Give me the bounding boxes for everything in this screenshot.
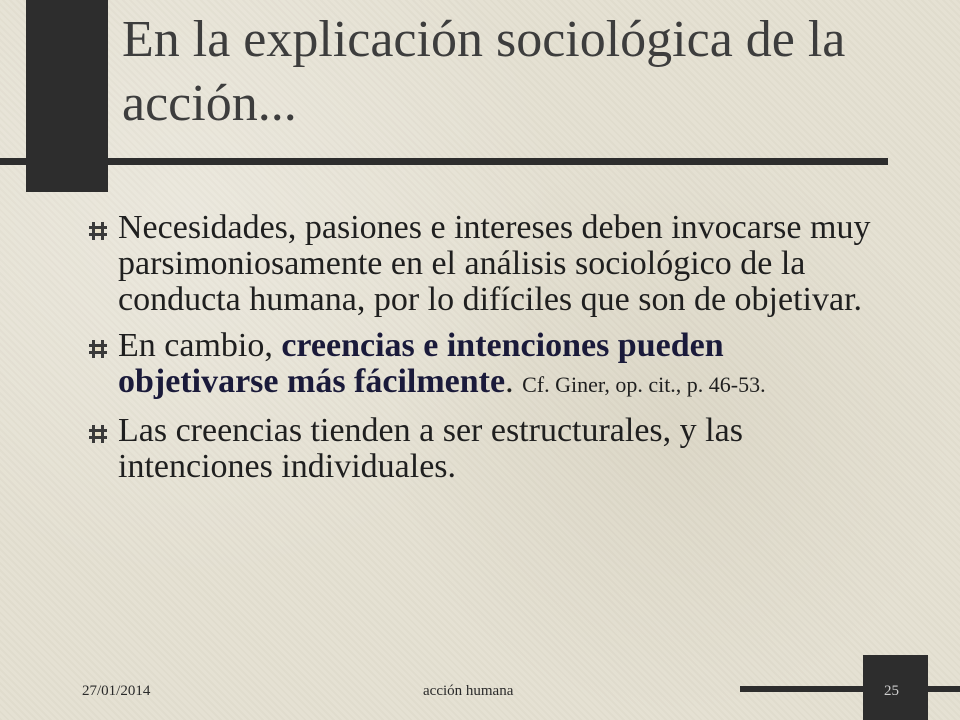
hash-bullet-icon	[88, 424, 108, 444]
citation: Cf. Giner, op. cit., p. 46-53.	[522, 372, 766, 397]
bullet-text-tail: .	[505, 363, 523, 400]
bullet-text	[118, 328, 888, 403]
hash-bullet-icon	[88, 221, 108, 241]
bullet-item	[88, 328, 888, 403]
bullet-item	[88, 210, 888, 318]
bullet-text: Las creencias tienden a ser estructurales, y las intenciones individuales.	[118, 412, 743, 485]
bullet-text-lead: En cambio,	[118, 327, 282, 364]
slide-title: En la explicación sociológica de la acción...	[122, 11, 846, 132]
bullet-list	[88, 210, 888, 495]
bullet-item	[88, 413, 888, 485]
title-divider	[0, 158, 888, 165]
hash-bullet-icon	[88, 339, 108, 359]
bullet-emphasis: creencias e intenciones pueden objetivarse más fácilmente	[118, 327, 724, 400]
footer-date: 27/01/2014	[82, 683, 151, 699]
footer-center-text: acción humana	[423, 683, 514, 699]
page-number: 25	[884, 683, 899, 699]
bullet-text: Necesidades, pasiones e intereses deben invocarse muy parsimoniosamente en el análisis sociológico de la conducta humana, por lo difíciles que son de objetivar.	[118, 209, 871, 318]
